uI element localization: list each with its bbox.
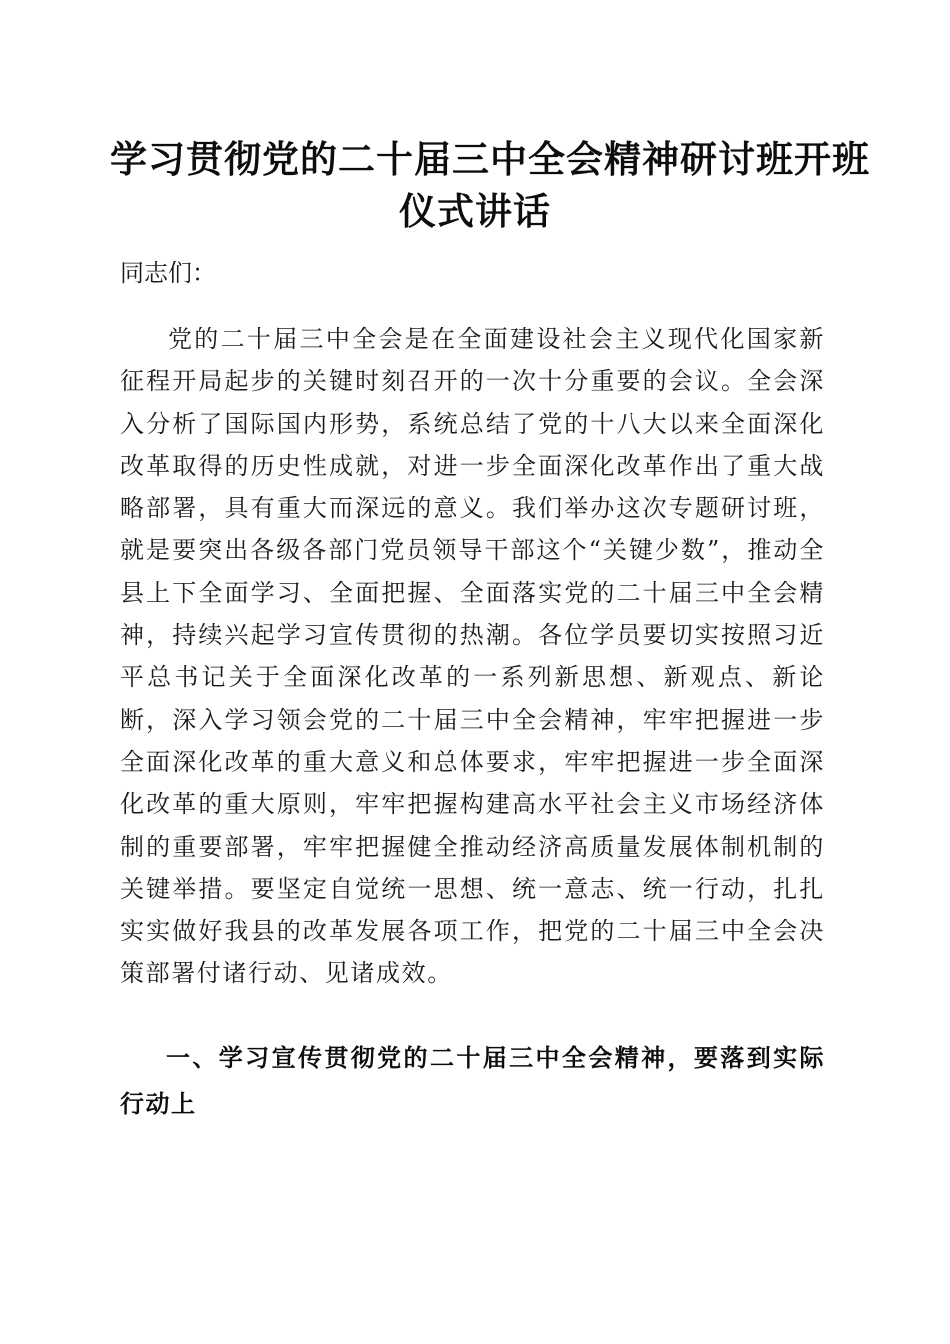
title-line-2: 仪式讲话 bbox=[399, 189, 551, 233]
salutation: 同志们： bbox=[120, 259, 216, 287]
document-title bbox=[110, 133, 870, 237]
title-line-1: 学习贯彻党的二十届三中全会精神研讨班开班 bbox=[110, 137, 870, 181]
section-heading-1: 一、学习宣传贯彻党的二十届三中全会精神，要落到实际行动上 bbox=[120, 1044, 825, 1118]
opening-paragraph: 党的二十届三中全会是在全面建设社会主义现代化国家新征程开局起步的关键时刻召开的一次十分重要的会议。全会深入分析了国际国内形势，系统总结了党的十八大以来全面深化改革取得的历史性成就，对进一步全面深化改革作出了重大战略部署，具有重大而深远的意义。我们举办这次专题研讨班，就是要突出各级各部门党员领导干部这个“关键少数”，推动全县上下全面学习、全面把握、全面落实党的二十届三中全会精神，持续兴起学习宣传贯彻的热潮。各位学员要切实按照习近平总书记关于全面深化改革的一系列新思想、新观点、新论断，深入学习领会党的二十届三中全会精神，牢牢把握进一步全面深化改革的重大意义和总体要求，牢牢把握进一步全面深化改革的重大原则，牢牢把握构建高水平社会主义市场经济体制的重要部署，牢牢把握健全推动经济高质量发展体制机制的关键举措。要坚定自觉统一思想、统一意志、统一行动，扎扎实实做好我县的改革发展各项工作，把党的二十届三中全会决策部署付诸行动、见诸成效。 bbox=[120, 325, 825, 988]
